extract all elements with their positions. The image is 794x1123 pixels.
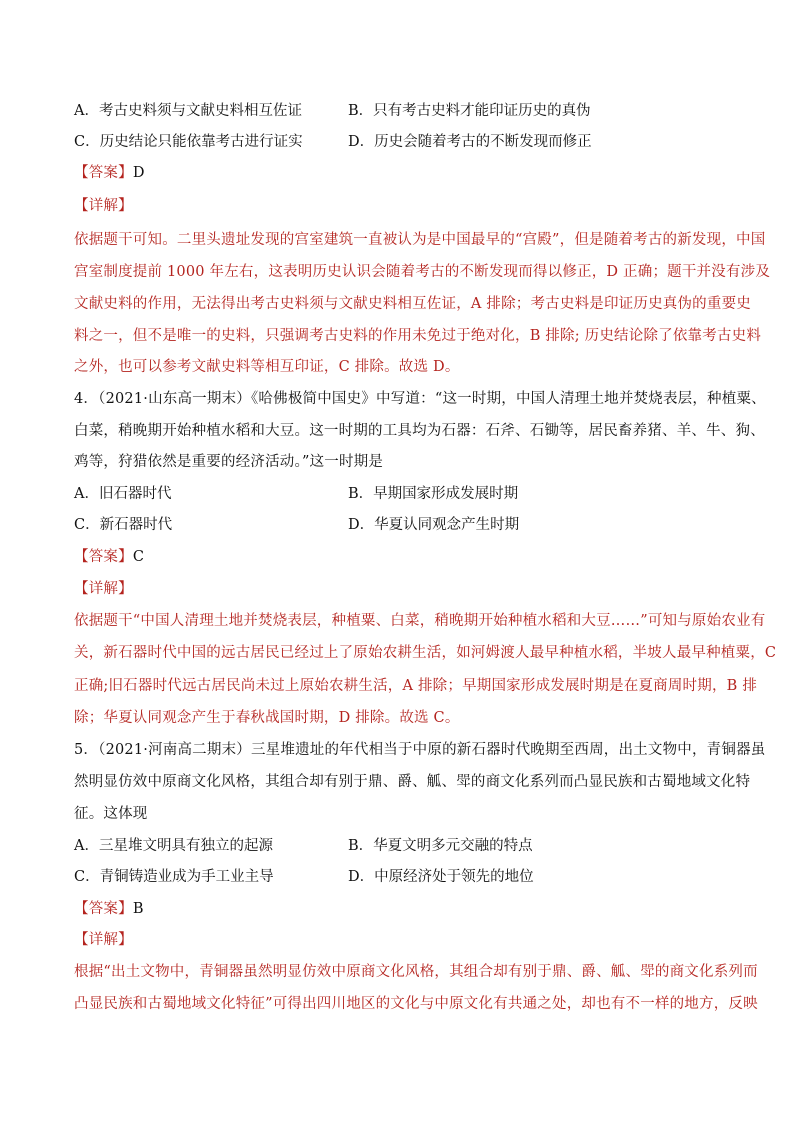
q4-option-d: D．华夏认同观念产生时期 (348, 517, 520, 533)
q3-answer (74, 163, 754, 183)
q5-detail-line-1: 根据“出土文物中，青铜器虽然明显仿效中原商文化风格，其组合却有别于鼎、爵、觚、斝的商文化系列而 (74, 964, 758, 980)
q4-answer (74, 547, 754, 567)
q4-stem-line-2: 白菜，稍晚期开始种植水稻和大豆。这一时期的工具均为石器：石斧、石锄等，居民畜养猪、羊、牛、狗、 (74, 423, 765, 439)
answer-value: C (132, 549, 145, 565)
q5-detail-line-2: 凸显民族和古蜀地域文化特征”可得出四川地区的文化与中原文化有共通之处，却也有不一样的地方，反映 (74, 996, 758, 1012)
q4-detail-line-4: 除；华夏认同观念产生于春秋战国时期，D 排除。故选 C。 (74, 710, 460, 726)
q5-option-d: D．中原经济处于领先的地位 (348, 869, 534, 885)
q4-option-b: B．早期国家形成发展时期 (348, 486, 519, 502)
q3-detail-line-1: 依据题干可知。二里头遗址发现的宫室建筑一直被认为是中国最早的“宫殿”，但是随着考古的新发现，中国 (74, 232, 766, 248)
q3-detail-line-2: 宫室制度提前 1000 年左右，这表明历史认识会随着考古的不断发现而得以修正，D 正确；题干并没有涉及 (74, 264, 771, 280)
answer-value: B (132, 901, 144, 917)
q4-detail-line-2: 关，新石器时代中国的远古居民已经过上了原始农耕生活，如河姆渡人最早种植水稻，半坡人最早种植粟，C (74, 645, 777, 661)
detail-label: 【详解】 (74, 198, 133, 214)
q3-detail-line-3: 文献史料的作用，无法得出考古史料须与文献史料相互佐证，A 排除；考古史料是印证历史真伪的重要史 (74, 296, 751, 312)
detail-label: 【详解】 (74, 932, 133, 948)
q3-detail-line-5: 之外，也可以参考文献史料等相互印证，C 排除。故选 D。 (74, 359, 460, 375)
q4-detail-line-3: 正确;旧石器时代远古居民尚未过上原始农耕生活，A 排除；早期国家形成发展时期是在夏商周时期，B 排 (74, 678, 758, 694)
q5-stem-line-3: 征。这体现 (74, 806, 148, 822)
q3-option-c: C．历史结论只能依靠考古进行证实 (74, 134, 303, 150)
q4-stem-line-1: 4．（2021·山东高一期末）《哈佛极简中国史》中写道：“这一时期，中国人清理土地并焚烧表层，种植粟、 (74, 391, 766, 407)
q5-option-a: A．三星堆文明具有独立的起源 (74, 838, 273, 854)
q3-detail-heading (74, 196, 754, 216)
answer-label: 【答案】 (74, 901, 133, 917)
q4-detail-heading (74, 579, 754, 599)
q3-option-d: D．历史会随着考古的不断发现而修正 (348, 134, 592, 150)
q4-detail-line-1: 依据题干“中国人清理土地并焚烧表层，种植粟、白菜，稍晚期开始种植水稻和大豆……”可知与原始农业有 (74, 613, 766, 629)
q5-option-b: B．华夏文明多元交融的特点 (348, 838, 533, 854)
answer-value: D (132, 165, 145, 181)
q3-option-a: A．考古史料须与文献史料相互佐证 (74, 103, 302, 119)
q3-option-b: B．只有考古史料才能印证历史的真伪 (348, 103, 591, 119)
q5-stem-line-2: 然明显仿效中原商文化风格，其组合却有别于鼎、爵、觚、斝的商文化系列而凸显民族和古蜀地域文化特 (74, 774, 751, 790)
answer-label: 【答案】 (74, 549, 133, 565)
q5-answer (74, 899, 754, 919)
q5-detail-heading (74, 930, 754, 950)
q4-option-a: A．旧石器时代 (74, 486, 172, 502)
q5-stem-line-1: 5．（2021·河南高二期末）三星堆遗址的年代相当于中原的新石器时代晚期至西周，出土文物中，青铜器虽 (74, 742, 766, 758)
q4-option-c: C．新石器时代 (74, 517, 173, 533)
q4-stem-line-3: 鸡等，狩猎依然是重要的经济活动。”这一时期是 (74, 454, 384, 470)
q5-option-c: C．青铜铸造业成为手工业主导 (74, 869, 274, 885)
q3-detail-line-4: 料之一，但不是唯一的史料，只强调考古史料的作用未免过于绝对化，B 排除; 历史结论除了依靠考古史料 (74, 328, 762, 344)
answer-label: 【答案】 (74, 165, 133, 181)
detail-label: 【详解】 (74, 581, 133, 597)
